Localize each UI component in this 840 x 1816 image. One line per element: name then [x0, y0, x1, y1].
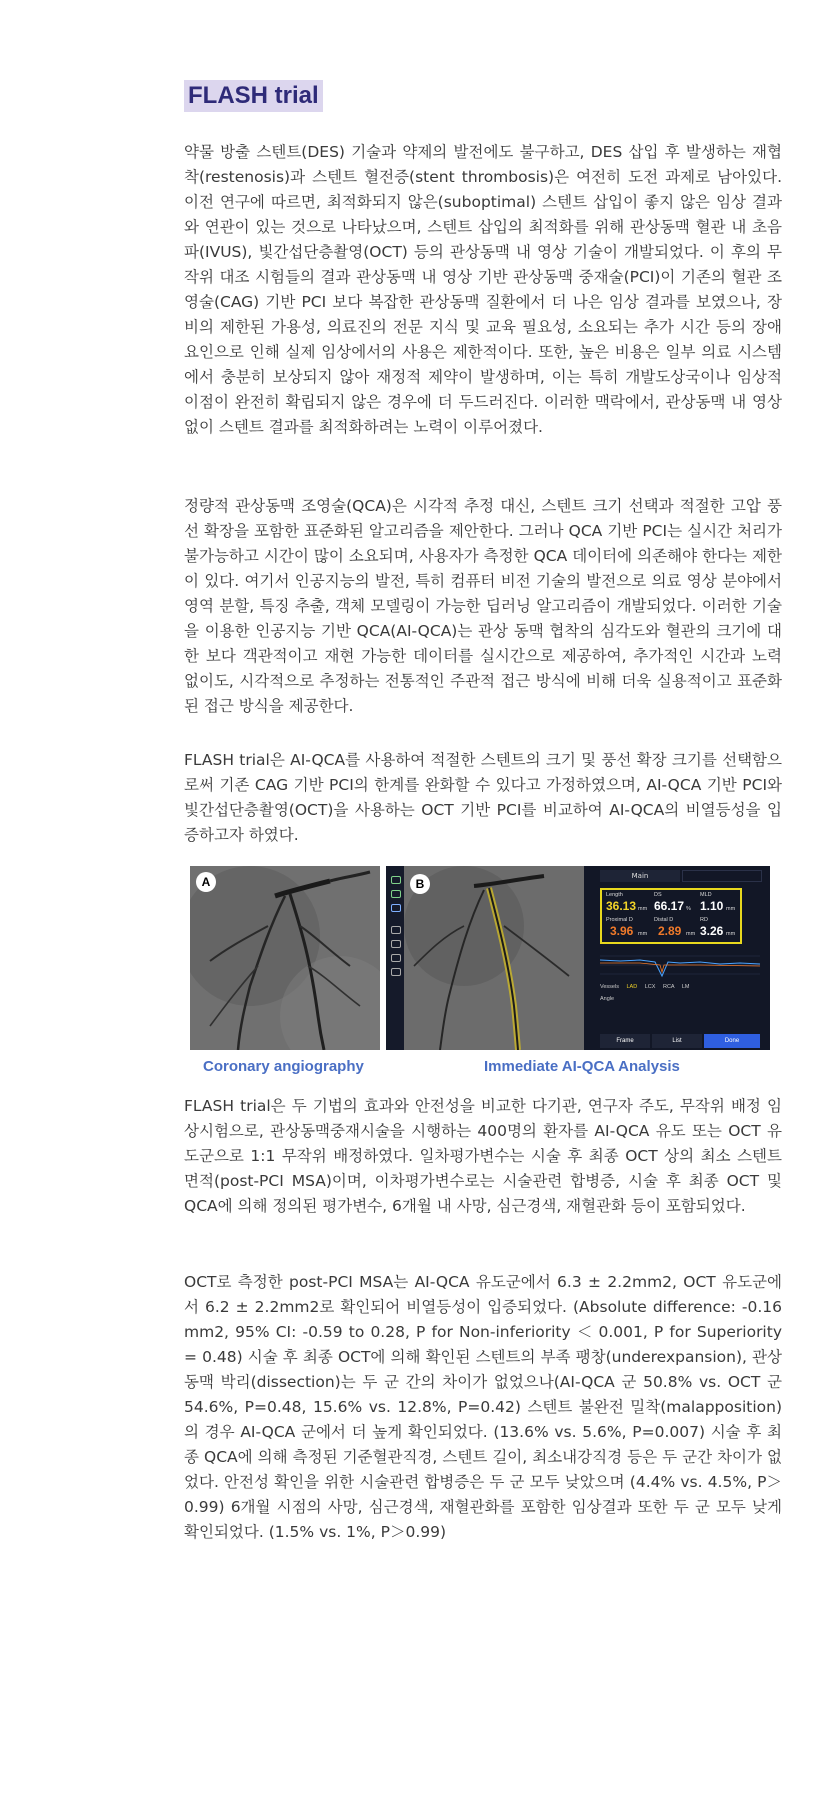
angiography-vessels-b	[404, 866, 584, 1050]
frame-button[interactable]: Frame	[600, 1034, 650, 1048]
distal-unit: mm	[686, 931, 696, 937]
proximal-value: 3.96	[610, 924, 634, 938]
tool-icon	[391, 926, 401, 934]
tool-icon	[391, 904, 401, 912]
angiography-vessels-a	[190, 866, 380, 1050]
distal-value: 2.89	[658, 924, 682, 938]
angiography-image-b	[404, 866, 584, 1050]
qca-results-pane	[584, 866, 770, 1050]
vessel-option-rca[interactable]: RCA	[662, 984, 675, 990]
caption-ai-qca-analysis: Immediate AI-QCA Analysis	[484, 1058, 680, 1075]
angle-label: Angle	[600, 996, 615, 1002]
vessel-option-lm[interactable]: LM	[681, 984, 690, 990]
proximal-label: Proximal D	[606, 917, 633, 923]
length-value: 36.13	[606, 899, 637, 913]
ds-unit: %	[686, 906, 691, 912]
tool-strip	[386, 866, 404, 1050]
tool-icon	[391, 890, 401, 898]
paragraph-results: OCT로 측정한 post-PCI MSA는 AI-QCA 유도군에서 6.3 ± 2.2mm2, OCT 유도군에서 6.2 ± 2.2mm2로 확인되어 비열등성이 입증되었다. (Absolute difference: -0.16 mm2, 95% CI: -0.59 to 0.28, P for Non-inferiority ＜ 0.001, P for Superiority = 0.48) 시술 후 최종 OCT에 의해 확인된 스텐트의 부족 팽창(underexpansion), 관상동맥 박리(dissection)는 두 군 간의 차이가 없었으나(AI-QCA 군 50.8% vs. OCT 군 54.6%, P=0.48, 15.6% vs. 12.8%, P=0.42) 스텐트 불완전 밀착(malapposition)의 경우 AI-QCA 군에서 더 높게 확인되었다. (13.6% vs. 5.6%, P=0.007) 시술 후 최종 QCA에 의해 측정된 기준혈관직경, 스텐트 길이, 최소내강직경 등은 두 군간 차이가 없었다. 안전성 확인을 위한 시술관련 합병증은 두 군 모두 낮았으며 (4.4% vs. 4.5%, P＞0.99) 6개월 시점의 사망, 심근경색, 재혈관화를 포함한 임상결과 또한 두 군 모두 낮게 확인되었다. (1.5% vs. 1%, P＞0.99)	[184, 1273, 782, 1541]
rd-value: 3.26	[700, 924, 724, 938]
rd-unit: mm	[726, 931, 736, 937]
rd-label: RD	[700, 917, 708, 923]
figure	[190, 866, 774, 1054]
panel-label-a: A	[196, 872, 216, 892]
title-wrap	[184, 80, 323, 112]
length-unit: mm	[638, 906, 648, 912]
diameter-profile-graph	[600, 950, 760, 980]
proximal-unit: mm	[638, 931, 648, 937]
panel-label-b: B	[410, 874, 430, 894]
mld-unit: mm	[726, 906, 736, 912]
ds-label: DS	[654, 892, 662, 898]
paragraph-methods: FLASH trial은 두 기법의 효과와 안전성을 비교한 다기관, 연구자 주도, 무작위 배정 임상시험으로, 관상동맥중재시술을 시행하는 400명의 환자를 AI-QCA 유도 또는 OCT 유도군으로 1:1 무작위 배정하였다. 일차평가변수는 시술 후 최종 OCT 상의 최소 스텐트 면적(post-PCI MSA)이며, 이차평가변수로는 시술관련 합병증, 시술 후 최종 OCT 및 QCA에 의해 정의된 평가변수, 6개월 내 사망, 심근경색, 재혈관화 등이 포함되었다.	[184, 1097, 782, 1215]
paragraph-background: 약물 방출 스텐트(DES) 기술과 약제의 발전에도 불구하고, DES 삽입 후 발생하는 재협착(restenosis)과 스텐트 혈전증(stent thrombosis)은 여전히 도전 과제로 남아있다. 이전 연구에 따르면, 최적화되지 않은(suboptimal) 스텐트 삽입이 좋지 않은 임상 결과와 연관이 있는 것으로 나타났으며, 스텐트 삽입의 최적화를 위해 관상동맥 혈관 내 초음파(IVUS), 빛간섭단층촬영(OCT) 등의 관상동맥 내 영상 기술이 개발되었다. 이 후의 무작위 대조 시험들의 결과 관상동맥 내 영상 기반 관상동맥 중재술(PCI)이 기존의 혈관 조영술(CAG) 기반 PCI 보다 복잡한 관상동맥 질환에서 더 나은 임상 결과를 보였으나, 장비의 제한된 가용성, 의료진의 전문 지식 및 교육 필요성, 소요되는 추가 시간 등의 장애 요인으로 인해 실제 임상에서의 사용은 제한적이다. 또한, 높은 비용은 일부 의료 시스템에서 충분히 보상되지 않아 재정적 제약이 발생하며, 이는 특히 개발도상국이나 임상적 이점이 완전히 확립되지 않은 경우에 더 두드러진다. 이러한 맥락에서, 관상동맥 내 영상 없이 스텐트 결과를 최적화하려는 노력이 이루어졌다.	[184, 143, 782, 436]
ds-value: 66.17	[654, 899, 685, 913]
mld-label: MLD	[700, 892, 712, 898]
page-title: FLASH trial	[184, 80, 323, 112]
tab-secondary[interactable]	[682, 870, 762, 882]
distal-label: Distal D	[654, 917, 674, 923]
vessel-option-lad[interactable]: LAD	[626, 984, 638, 990]
ai-qca-screenshot-b	[386, 866, 770, 1050]
paragraph-qca: 정량적 관상동맥 조영술(QCA)은 시각적 추정 대신, 스텐트 크기 선택과 적절한 고압 풍선 확장을 포함한 표준화된 알고리즘을 제안한다. 그러나 QCA 기반 PCI는 실시간 처리가 불가능하고 시간이 많이 소요되며, 사용자가 측정한 QCA 데이터에 의존해야 한다는 제한이 있다. 여기서 인공지능의 발전, 특히 컴퓨터 비전 기술의 발전으로 의료 영상 분야에서 영역 분할, 특징 추출, 객체 모델링이 가능한 딥러닝 알고리즘이 개발되었다. 이러한 기술을 이용한 인공지능 기반 QCA(AI-QCA)는 관상 동맥 협착의 심각도와 혈관의 크기에 대한 보다 객관적이고 재현 가능한 데이터를 실시간으로 제공하여, 추가적인 시간과 노력 없이도, 시각적으로 추정하는 전통적인 주관적 접근 방식에 비해 더욱 실용적이고 표준화된 접근 방식을 제공한다.	[184, 497, 782, 715]
angiography-image-a	[190, 866, 380, 1050]
tool-icon	[391, 876, 401, 884]
tool-icon	[391, 968, 401, 976]
done-button[interactable]: Done	[704, 1034, 760, 1048]
caption-coronary-angiography: Coronary angiography	[203, 1058, 364, 1075]
vessels-label: Vessels	[600, 984, 619, 990]
vessels-row	[600, 984, 689, 990]
mld-value: 1.10	[700, 899, 724, 913]
list-button[interactable]: List	[652, 1034, 702, 1048]
tool-icon	[391, 954, 401, 962]
length-label: Length	[606, 892, 623, 898]
paragraph-hypothesis: FLASH trial은 AI-QCA를 사용하여 적절한 스텐트의 크기 및 풍선 확장 크기를 선택함으로써 기존 CAG 기반 PCI의 한계를 완화할 수 있다고 가정하였으며, AI-QCA 기반 PCI와 빛간섭단층촬영(OCT)을 사용하는 OCT 기반 PCI를 비교하여 AI-QCA의 비열등성을 입증하고자 하였다.	[184, 751, 782, 844]
tool-icon	[391, 940, 401, 948]
tab-main[interactable]: Main	[600, 870, 680, 882]
vessel-option-lcx[interactable]: LCX	[644, 984, 656, 990]
angle-row	[600, 996, 614, 1002]
metrics-box	[600, 888, 742, 944]
